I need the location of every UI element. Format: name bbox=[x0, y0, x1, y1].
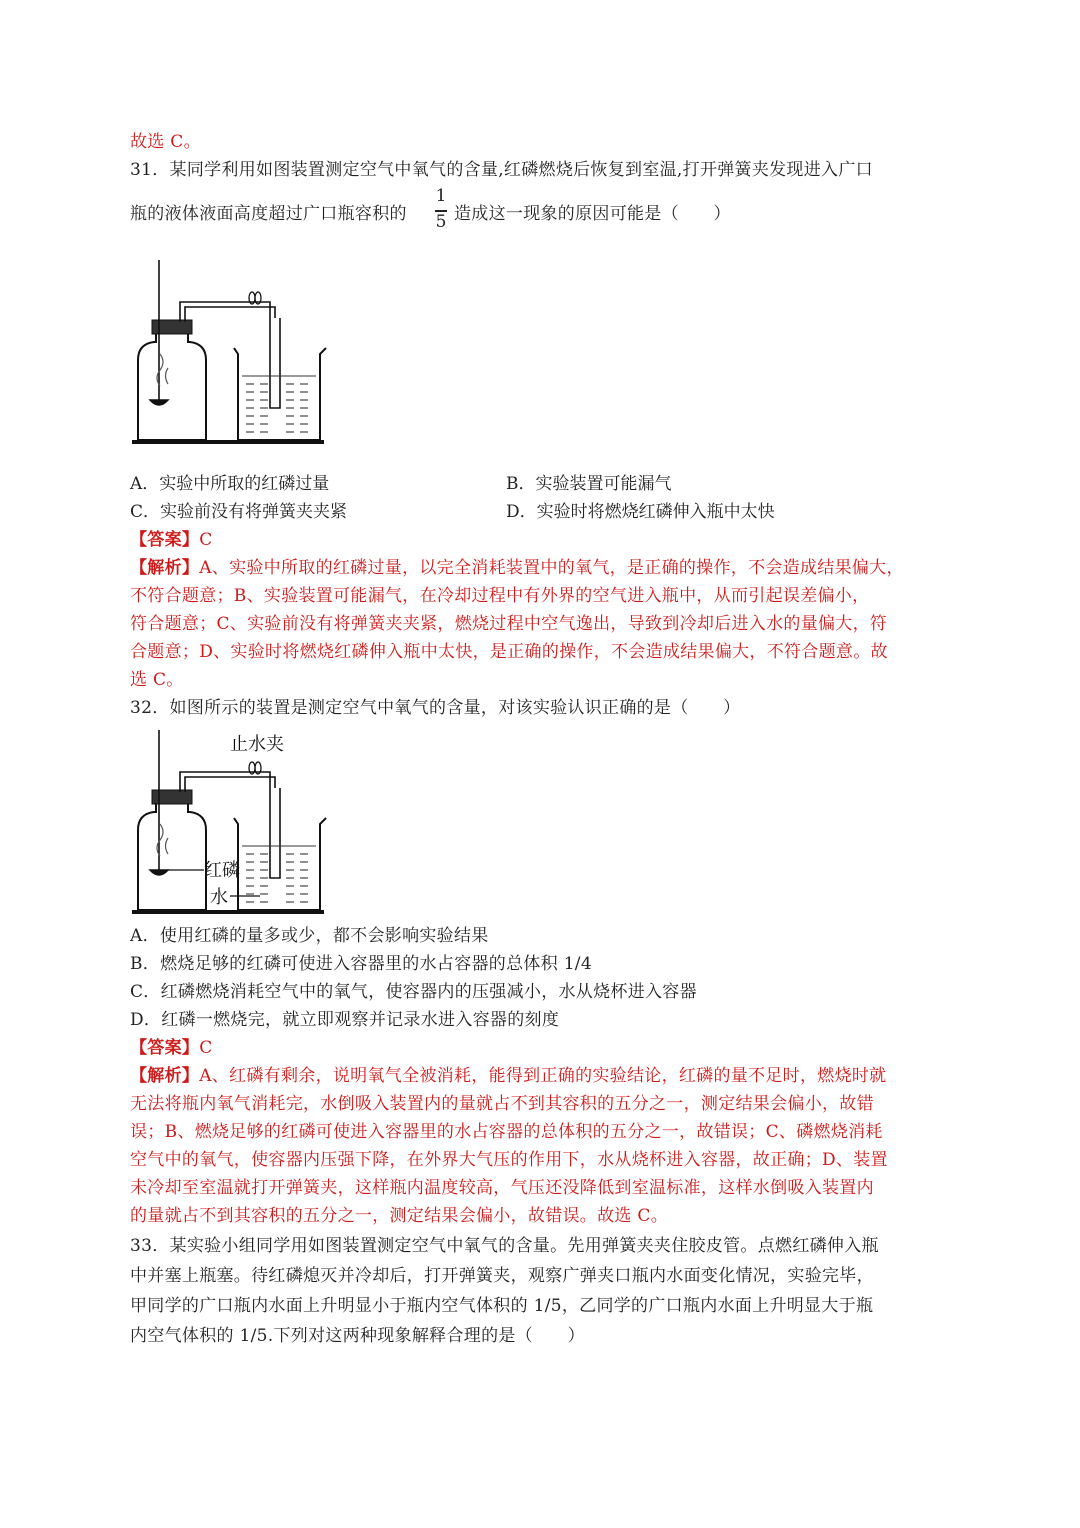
combustion-spoon bbox=[150, 870, 168, 875]
q32-analysis-line: 的量就占不到其容积的五分之一，测定结果会偏小，故错误。故选 C。 bbox=[130, 1206, 669, 1226]
q32-analysis-line: 未冷却至室温就打开弹簧夹，这样瓶内温度较高，气压还没降低到室温标准，这样水倒吸入装置内 bbox=[130, 1178, 874, 1198]
q32-answer-line bbox=[130, 1034, 213, 1062]
prev-answer-end: 故选 C。 bbox=[130, 132, 201, 152]
wide-mouth-bottle bbox=[138, 330, 206, 440]
q31-apparatus-figure bbox=[130, 258, 330, 448]
combustion-spoon bbox=[150, 400, 168, 405]
q32-option-d: D．红磷一燃烧完，就立即观察并记录水进入容器的刻度 bbox=[130, 1010, 560, 1030]
q31-analysis-line bbox=[130, 554, 904, 582]
q31-analysis-line: 符合题意；C、实验前没有将弹簧夹夹紧，燃烧过程中空气逸出，导致到冷却后进入水的量偏大，符 bbox=[130, 614, 888, 634]
q31-options-row1 bbox=[130, 470, 955, 498]
tube-into-beaker bbox=[270, 318, 280, 408]
stopper bbox=[152, 320, 192, 334]
flame-wisp bbox=[166, 838, 169, 854]
q31-option-b: B．实验装置可能漏气 bbox=[506, 474, 672, 494]
q33-stem-line: 33．某实验小组同学用如图装置测定空气中氧气的含量。先用弹簧夹夹住胶皮管。点燃红磷伸入瓶 bbox=[130, 1236, 879, 1256]
analysis-text: A、红磷有剩余，说明氧气全被消耗，能得到正确的实验结论，红磷的量不足时，燃烧时就 bbox=[199, 1066, 887, 1086]
water-in-beaker bbox=[242, 846, 316, 902]
q33-stem-line: 内空气体积的 1/5.下列对这两种现象解释合理的是（ ） bbox=[130, 1326, 585, 1346]
q31-option-c: C．实验前没有将弹簧夹夹紧 bbox=[130, 502, 348, 522]
glass-tube-inner bbox=[185, 777, 275, 792]
analysis-label: 【解析】 bbox=[130, 558, 200, 578]
q32-analysis-line bbox=[130, 1062, 886, 1090]
analysis-label: 【解析】 bbox=[130, 1066, 200, 1086]
glass-tube bbox=[180, 302, 270, 322]
q32-option-b: B．燃烧足够的红磷可使进入容器里的水占容器的总体积 1/4 bbox=[130, 954, 592, 974]
water-in-beaker bbox=[242, 376, 316, 432]
answer-value: C bbox=[199, 530, 213, 550]
q32-analysis-line: 空气中的氧气，使容器内压强下降，在外界大气压的作用下，水从烧杯进入容器，故正确；D、装置 bbox=[130, 1150, 888, 1170]
analysis-text: A、实验中所取的红磷过量，以完全消耗装置中的氧气，是正确的操作，不会造成结果偏大， bbox=[199, 558, 904, 578]
flame-wisp bbox=[157, 824, 163, 856]
q33-stem-line: 中并塞上瓶塞。待红磷熄灭并冷却后，打开弹簧夹，观察广弹夹口瓶内水面变化情况，实验完毕， bbox=[130, 1266, 874, 1286]
tube-into-beaker bbox=[270, 788, 280, 878]
label-water: 水 bbox=[210, 887, 228, 908]
q31-analysis-line: 合题意；D、实验时将燃烧红磷伸入瓶中太快，是正确的操作，不会造成结果偏大，不符合题意。故 bbox=[130, 642, 888, 662]
q32-analysis-line: 无法将瓶内氧气消耗完，水倒吸入装置内的量就占不到其容积的五分之一，测定结果会偏小，故错 bbox=[130, 1094, 874, 1114]
q31-options-row2 bbox=[130, 498, 955, 526]
q31-option-d: D．实验时将燃烧红磷伸入瓶中太快 bbox=[506, 502, 775, 522]
stopper bbox=[152, 790, 192, 804]
label-red-phosphorus: 红磷 bbox=[204, 860, 240, 881]
q31-stem-line2-before: 瓶的液体液面高度超过广口瓶容积的 bbox=[130, 204, 407, 224]
glass-tube bbox=[180, 772, 270, 792]
q31-analysis-line: 不符合题意；B、实验装置可能漏气，在冷却过程中有外界的空气进入瓶中，从而引起误差偏小， bbox=[130, 586, 870, 606]
glass-tube-inner bbox=[185, 307, 275, 322]
q31-fraction bbox=[434, 186, 448, 234]
flame-wisp bbox=[166, 368, 169, 384]
fraction-numerator: 1 bbox=[435, 186, 447, 206]
q32-option-c: C．红磷燃烧消耗空气中的氧气，使容器内的压强减小，水从烧杯进入容器 bbox=[130, 982, 697, 1002]
answer-label: 【答案】 bbox=[130, 530, 200, 550]
flame-wisp bbox=[157, 354, 163, 386]
q32-apparatus-figure bbox=[130, 728, 330, 918]
q31-answer-line bbox=[130, 526, 213, 554]
label-water-stop-clamp: 止水夹 bbox=[230, 734, 284, 755]
q31-option-a: A．实验中所取的红磷过量 bbox=[130, 474, 330, 494]
answer-value: C bbox=[199, 1038, 213, 1058]
answer-label: 【答案】 bbox=[130, 1038, 200, 1058]
q31-analysis-line: 选 C。 bbox=[130, 670, 184, 690]
q32-analysis-line: 误；B、燃烧足够的红磷可使进入容器里的水占容器的总体积的五分之一，故错误；C、磷燃烧消耗 bbox=[130, 1122, 883, 1142]
wide-mouth-bottle bbox=[138, 800, 206, 910]
q31-stem-line2-after: 造成这一现象的原因可能是（ ） bbox=[454, 204, 731, 224]
fraction-denominator: 5 bbox=[435, 212, 447, 232]
q32-option-a: A．使用红磷的量多或少，都不会影响实验结果 bbox=[130, 926, 489, 946]
q33-stem-line: 甲同学的广口瓶内水面上升明显小于瓶内空气体积的 1/5，乙同学的广口瓶内水面上升明显大于瓶 bbox=[130, 1296, 874, 1316]
q31-stem-line1: 31．某同学利用如图装置测定空气中氧气的含量,红磷燃烧后恢复到室温,打开弹簧夹发现进入广口 bbox=[130, 160, 873, 180]
q32-stem: 32．如图所示的装置是测定空气中氧气的含量，对该实验认识正确的是（ ） bbox=[130, 698, 741, 718]
